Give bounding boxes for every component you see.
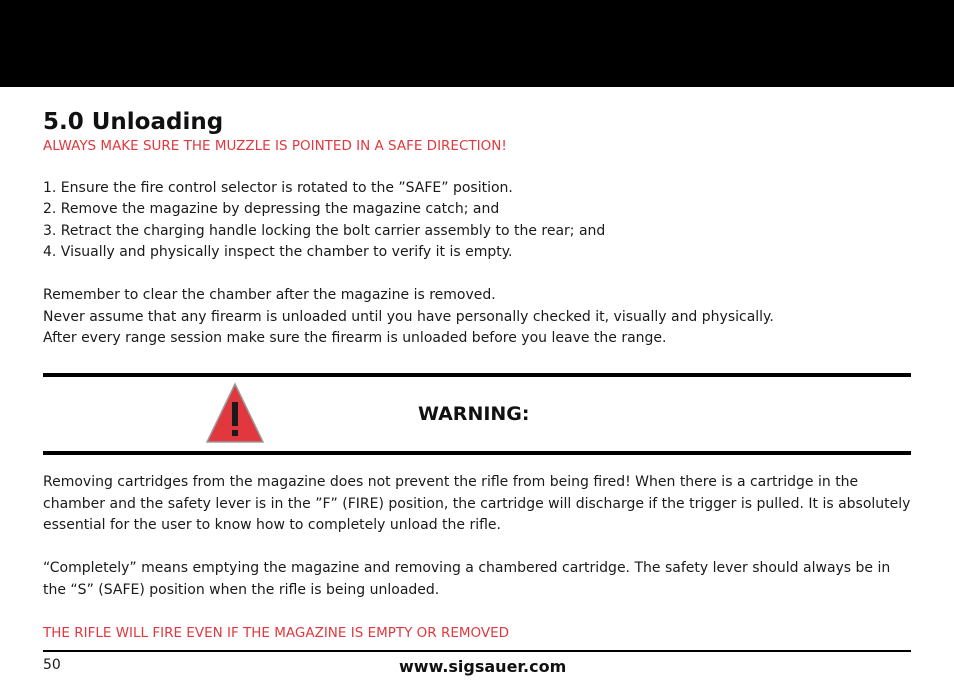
footer-rule [43,650,911,652]
unloading-section [43,108,911,350]
empty-magazine-caution: THE RIFLE WILL FIRE EVEN IF THE MAGAZINE IS EMPTY OR REMOVED [43,624,510,641]
step-item: 2. Remove the magazine by depressing the magazine catch; and [43,201,500,217]
step-item: 1. Ensure the fire control selector is rotated to the ”SAFE” position. [43,179,513,196]
header-bar [0,0,954,87]
reminder-item: Remember to clear the chamber after the magazine is removed. [43,287,496,303]
step-item: 4. Visually and physically inspect the chamber to verify it is empty. [43,244,513,260]
warning-paragraph: “Completely” means emptying the magazine and removing a chambered cartridge. The safety lever should always be in the “S” (SAFE) position when the rifle is being unloaded. [43,560,891,598]
warning-details [43,472,911,643]
muzzle-caution: ALWAYS MAKE SURE THE MUZZLE IS POINTED IN A SAFE DIRECTION! [43,138,507,154]
page-number: 50 [43,657,61,673]
warning-triangle-icon [205,382,265,444]
warning-top-rule [43,373,911,377]
reminder-item: Never assume that any firearm is unloaded until you have personally checked it, visually and physically. [43,308,774,325]
reminder-item: After every range session make sure the firearm is unloaded before you leave the range. [43,330,667,346]
warning-banner [43,378,911,450]
reminders-list [43,285,911,350]
section-title: 5.0 Unloading [43,109,224,135]
step-item: 3. Retract the charging handle locking the bolt carrier assembly to the rear; and [43,222,606,239]
website-url: www.sigsauer.com [399,657,567,676]
warning-bottom-rule [43,451,911,455]
warning-label: WARNING: [418,403,530,425]
steps-list [43,178,911,264]
warning-paragraph: Removing cartridges from the magazine does not prevent the rifle from being fired! When there is a cartridge in the chamber and the safety lever is in the ”F” (FIRE) position, the cartridge will discharge if the trigger is pulled. It is absolutely essential for the user to know how to completely unload the rifle. [43,474,911,533]
